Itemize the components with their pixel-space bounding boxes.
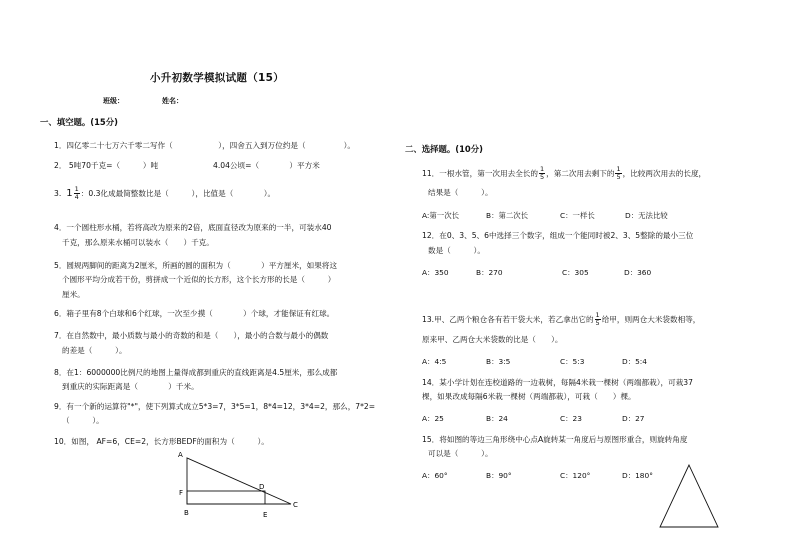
fraction-numerator: 1 xyxy=(616,165,621,173)
mixed-number-whole: 1 xyxy=(66,188,73,199)
section1-heading: 一、填空题。(15分) xyxy=(40,117,118,127)
question-13-line2: 原来甲、乙两仓大米袋数的比是（ ）。 xyxy=(422,335,563,344)
q14-option-c[interactable]: C：23 xyxy=(560,414,582,423)
question-8-line1: 8．在1：6000000比例尺的地图上量得成都到重庆的直线距离是4.5厘米，那么成都 xyxy=(54,368,338,377)
question-3-number: 3. xyxy=(54,189,62,198)
q13-option-a[interactable]: A：4:5 xyxy=(422,357,447,366)
question-8-line2: 到重庆的实际距离是（ ）千米。 xyxy=(62,382,199,391)
question-14-line1: 14．某小学计划在连校道路的一边栽树，每隔4米栽一棵树（两端都栽），可栽37 xyxy=(422,378,693,387)
class-label: 班级： xyxy=(103,97,124,105)
question-9-line1: 9．有一个新的运算符"*"，使下列算式成立5*3=7，3*5=1，8*4=12，3*4=2，那么，7*2= xyxy=(54,402,376,411)
q12-option-d[interactable]: D：360 xyxy=(624,268,652,277)
q12-option-c[interactable]: C：305 xyxy=(562,268,589,277)
q11-option-d[interactable]: D：无法比较 xyxy=(625,211,668,220)
question-11-line1 xyxy=(422,166,706,181)
question-15-line2: 可以是（ ）。 xyxy=(428,449,493,458)
question-3-text: ：0.3化成最简整数比是（ ），比值是（ ）。 xyxy=(80,189,276,198)
q15-option-b[interactable]: B：90° xyxy=(486,471,512,480)
q15-option-d[interactable]: D：180° xyxy=(622,471,653,480)
fraction-one-fifth xyxy=(595,312,601,327)
paper-title: 小升初数学模拟试题（15） xyxy=(150,72,285,84)
triangle-abc xyxy=(187,458,291,504)
question-9-line2: （ ）。 xyxy=(62,416,104,425)
q11-option-a[interactable]: A:第一次长 xyxy=(422,211,459,220)
question-11-text-a: 11．一根水管，第一次用去全长的 xyxy=(422,169,538,178)
section2-heading: 二、选择题。(10分) xyxy=(405,144,483,154)
label-c: C xyxy=(293,501,298,509)
fraction-denominator: 4 xyxy=(74,193,79,201)
question-5-line3: 厘米。 xyxy=(62,290,85,299)
fraction-numerator: 1 xyxy=(74,185,79,193)
fraction-numerator: 1 xyxy=(595,311,600,319)
question-2a: 2． 5吨70千克=（ ）吨 xyxy=(54,161,159,170)
q10-figure xyxy=(170,448,310,522)
label-f: F xyxy=(179,489,184,497)
question-3 xyxy=(54,186,275,201)
q13-option-b[interactable]: B：3:5 xyxy=(486,357,511,366)
q14-option-a[interactable]: A：25 xyxy=(422,414,444,423)
question-6: 6．箱子里有8个白球和6个红球，一次至少摸（ ）个球，才能保证有红球。 xyxy=(54,309,335,318)
q14-option-d[interactable]: D：27 xyxy=(622,414,645,423)
fraction-denominator: 5 xyxy=(595,319,600,327)
fraction-one-fifth xyxy=(615,166,621,181)
fraction-denominator: 5 xyxy=(616,173,621,181)
q15-option-a[interactable]: A：60° xyxy=(422,471,448,480)
label-d: D xyxy=(259,483,265,491)
question-4-line2: 千克，那么原来水桶可以装水（ ）千克。 xyxy=(62,238,214,247)
question-11-line2: 结果是（ ）。 xyxy=(428,188,493,197)
question-5-line2: 个圆形平均分成若干份，剪拼成一个近似的长方形，这个长方形的长是（ ） xyxy=(62,275,336,284)
question-11-text-b: ，第二次用去剩下的 xyxy=(546,169,615,178)
question-14-line2: 棵，如果改成每隔6米栽一棵树（两端都栽），可栽（ ）棵。 xyxy=(422,392,636,401)
label-b: B xyxy=(184,509,189,517)
fraction-denominator: 5 xyxy=(539,173,545,181)
q12-option-a[interactable]: A：350 xyxy=(422,268,449,277)
rectangle-befd xyxy=(187,491,265,504)
question-1: 1．四亿零二十七万六千零二写作（ ），四舍五入到万位约是（ ）。 xyxy=(54,141,355,150)
label-a: A xyxy=(178,451,183,459)
q13-option-c[interactable]: C：5:3 xyxy=(560,357,585,366)
q11-option-b[interactable]: B：第二次长 xyxy=(486,211,529,220)
question-7-line1: 7．在自然数中，最小质数与最小的奇数的和是（ ），最小的合数与最小的偶数 xyxy=(54,331,329,340)
question-12-line2: 数是（ ）。 xyxy=(428,246,485,255)
question-12-line1: 12．在0、3、5、6中选择三个数字，组成一个能同时被2、3、5整除的最小三位 xyxy=(422,231,694,240)
question-15-line1: 15．将如图的等边三角形绕中心点A旋转某一角度后与原图形重合，则旋转角度 xyxy=(422,435,688,444)
label-e: E xyxy=(263,511,268,519)
question-5-line1: 5．圆规两脚间的距离为2厘米，所画的圆的面积为（ ）平方厘米，如果将这 xyxy=(54,261,338,270)
question-13-text-a: 13.甲、乙两个粮仓各有若干袋大米，若乙拿出它的 xyxy=(422,315,594,324)
mixed-number-fraction xyxy=(74,186,80,201)
equilateral-triangle xyxy=(660,465,718,527)
q14-option-b[interactable]: B：24 xyxy=(486,414,508,423)
fraction-one-fifth xyxy=(539,166,545,181)
equilateral-triangle-figure xyxy=(655,462,725,530)
question-4-line1: 4．一个圆柱形水桶，若将高改为原来的2倍，底面直径改为原来的一半，可装水40 xyxy=(54,223,332,232)
q11-option-c[interactable]: C：一样长 xyxy=(560,211,595,220)
question-13-line1 xyxy=(422,312,700,327)
q12-option-b[interactable]: B：270 xyxy=(476,268,503,277)
name-label: 姓名： xyxy=(162,97,183,105)
question-7-line2: 的差是（ ）。 xyxy=(62,346,127,355)
question-2b: 4.04公顷=（ ）平方米 xyxy=(213,161,320,170)
fraction-numerator: 1 xyxy=(539,165,545,173)
q13-option-d[interactable]: D：5:4 xyxy=(622,357,647,366)
question-13-text-b: 给甲，则两仓大米袋数相等， xyxy=(601,315,701,324)
question-11-text-c: ，比较两次用去的长度， xyxy=(622,169,707,178)
question-10: 10．如图， AF=6，CE=2，长方形BEDF的面积为（ ）。 xyxy=(54,437,269,446)
q15-option-c[interactable]: C：120° xyxy=(560,471,591,480)
